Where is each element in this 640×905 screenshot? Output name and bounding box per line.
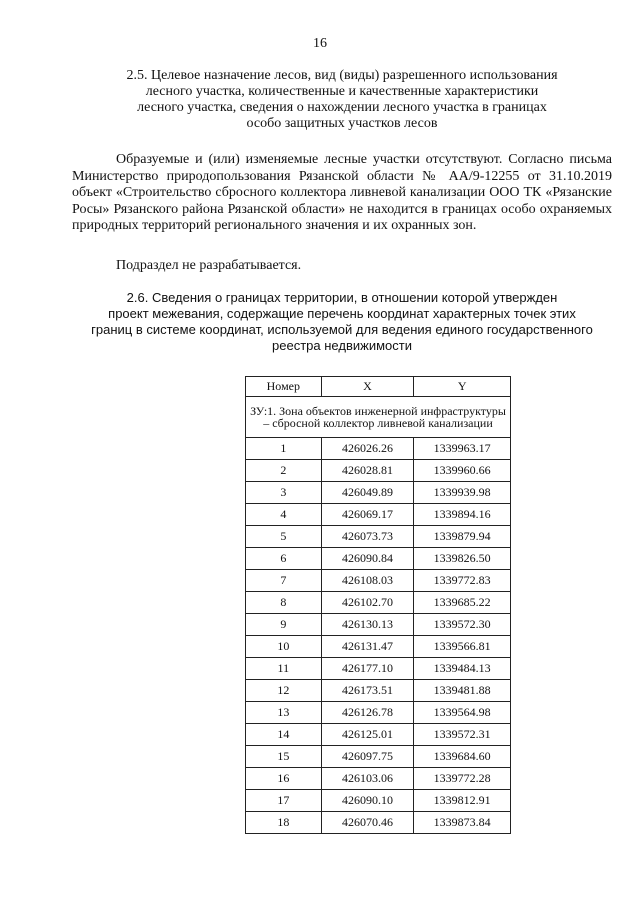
- table-row: [246, 526, 511, 548]
- coord-y: 1339812.91: [414, 790, 511, 812]
- coord-x: 426173.51: [321, 680, 414, 702]
- coord-x: 426069.17: [321, 504, 414, 526]
- point-number: 2: [246, 460, 322, 482]
- point-number: 4: [246, 504, 322, 526]
- point-number: 3: [246, 482, 322, 504]
- coord-x: 426028.81: [321, 460, 414, 482]
- table-row: [246, 702, 511, 724]
- coord-x: 426073.73: [321, 526, 414, 548]
- coord-y: 1339873.84: [414, 812, 511, 834]
- point-number: 9: [246, 614, 322, 636]
- section-2-5-paragraph: Образуемые и (или) изменяемые лесные участки отсутствуют. Согласно письма Министерство природопользования Рязанской области № АА/9-12255 от 31.10.2019 объект «Строительство сбросного коллектора ливневой канализации ООО ТК «Рязанские Росы» Рязанского района Рязанской области» не находится в границах особо охраняемых природных территорий регионального значения и их охранных зон.: [72, 152, 612, 233]
- table-row: [246, 724, 511, 746]
- table-row: [246, 570, 511, 592]
- coord-y: 1339826.50: [414, 548, 511, 570]
- table-row: [246, 482, 511, 504]
- table-row: [246, 460, 511, 482]
- point-number: 7: [246, 570, 322, 592]
- table-row: [246, 768, 511, 790]
- table-row: [246, 746, 511, 768]
- section-2-6-heading: [72, 290, 612, 354]
- coord-x: 426102.70: [321, 592, 414, 614]
- heading-line: проект межевания, содержащие перечень координат характерных точек этих: [108, 306, 576, 321]
- heading-line: особо защитных участков лесов: [246, 116, 438, 131]
- coord-x: 426177.10: [321, 658, 414, 680]
- coord-x: 426026.26: [321, 438, 414, 460]
- zone-row: [246, 397, 511, 438]
- table-row: [246, 614, 511, 636]
- coord-x: 426090.84: [321, 548, 414, 570]
- coord-y: 1339879.94: [414, 526, 511, 548]
- coord-x: 426130.13: [321, 614, 414, 636]
- table-row: [246, 790, 511, 812]
- header-number: Номер: [246, 377, 322, 397]
- coord-x: 426126.78: [321, 702, 414, 724]
- point-number: 10: [246, 636, 322, 658]
- coord-y: 1339960.66: [414, 460, 511, 482]
- coord-y: 1339939.98: [414, 482, 511, 504]
- point-number: 5: [246, 526, 322, 548]
- coord-y: 1339484.13: [414, 658, 511, 680]
- table-header-row: [246, 377, 511, 397]
- point-number: 8: [246, 592, 322, 614]
- table-row: [246, 504, 511, 526]
- table-row: [246, 438, 511, 460]
- header-y: Y: [414, 377, 511, 397]
- zone-label: ЗУ:1. Зона объектов инженерной инфраструктуры – сбросной коллектор ливневой канализации: [246, 397, 511, 438]
- point-number: 1: [246, 438, 322, 460]
- point-number: 15: [246, 746, 322, 768]
- coord-x: 426125.01: [321, 724, 414, 746]
- coord-y: 1339772.83: [414, 570, 511, 592]
- point-number: 17: [246, 790, 322, 812]
- table-row: [246, 592, 511, 614]
- coord-x: 426090.10: [321, 790, 414, 812]
- heading-line: лесного участка, количественные и качественные характеристики: [145, 84, 539, 99]
- table-row: [246, 680, 511, 702]
- heading-line: лесного участка, сведения о нахождении лесного участка в границах: [137, 100, 547, 115]
- section-2-5-note: Подраздел не разрабатывается.: [116, 258, 302, 273]
- table-row: [246, 658, 511, 680]
- coord-x: 426103.06: [321, 768, 414, 790]
- heading-line: 2.5. Целевое назначение лесов, вид (виды) разрешенного использования: [126, 68, 558, 83]
- coord-y: 1339572.31: [414, 724, 511, 746]
- coord-x: 426097.75: [321, 746, 414, 768]
- point-number: 13: [246, 702, 322, 724]
- point-number: 16: [246, 768, 322, 790]
- coordinates-table: [245, 376, 511, 834]
- coord-x: 426070.46: [321, 812, 414, 834]
- coord-y: 1339685.22: [414, 592, 511, 614]
- heading-line: реестра недвижимости: [272, 338, 412, 353]
- page-number: 16: [313, 36, 327, 51]
- point-number: 6: [246, 548, 322, 570]
- coord-y: 1339564.98: [414, 702, 511, 724]
- section-2-5-heading: [72, 68, 612, 132]
- coord-x: 426108.03: [321, 570, 414, 592]
- coord-y: 1339684.60: [414, 746, 511, 768]
- point-number: 18: [246, 812, 322, 834]
- table-row: [246, 812, 511, 834]
- coord-y: 1339572.30: [414, 614, 511, 636]
- table-row: [246, 548, 511, 570]
- coord-x: 426131.47: [321, 636, 414, 658]
- coord-x: 426049.89: [321, 482, 414, 504]
- coord-y: 1339566.81: [414, 636, 511, 658]
- point-number: 12: [246, 680, 322, 702]
- heading-line: границ в системе координат, используемой для ведения единого государственного: [91, 322, 593, 337]
- coord-y: 1339772.28: [414, 768, 511, 790]
- table-row: [246, 636, 511, 658]
- point-number: 11: [246, 658, 322, 680]
- point-number: 14: [246, 724, 322, 746]
- coord-y: 1339963.17: [414, 438, 511, 460]
- coord-y: 1339481.88: [414, 680, 511, 702]
- coord-y: 1339894.16: [414, 504, 511, 526]
- heading-line: 2.6. Сведения о границах территории, в отношении которой утвержден: [126, 290, 558, 305]
- header-x: X: [321, 377, 414, 397]
